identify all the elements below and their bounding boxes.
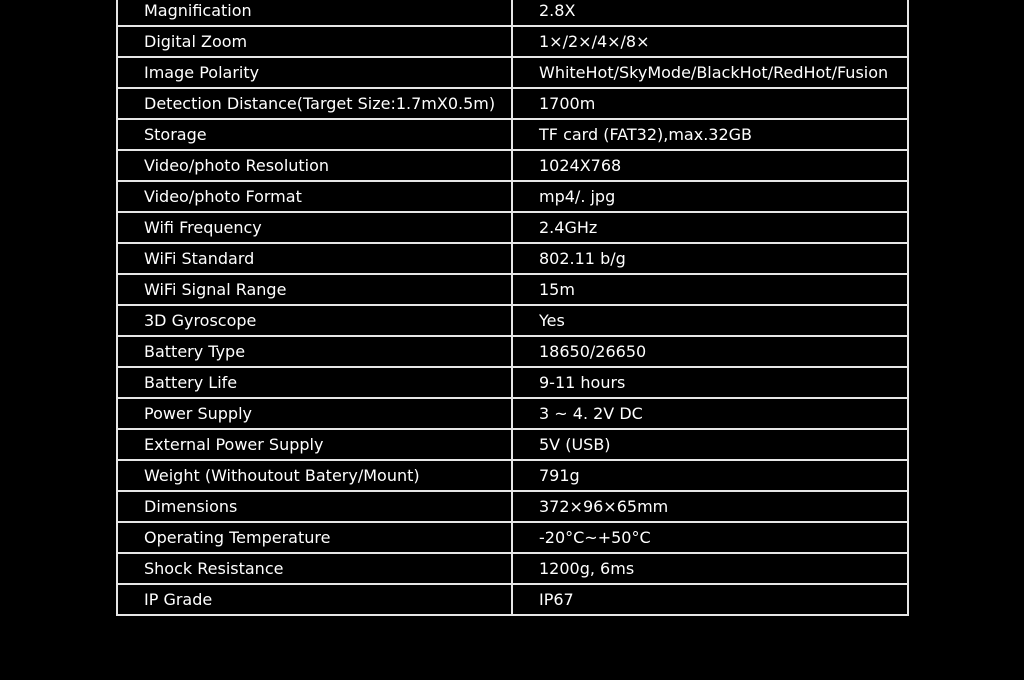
spec-label: Detection Distance(Target Size:1.7mX0.5m) <box>117 88 512 119</box>
spec-value: -20°C~+50°C <box>512 522 908 553</box>
spec-value: 791g <box>512 460 908 491</box>
table-row <box>117 274 908 305</box>
table-row <box>117 150 908 181</box>
spec-value: 9-11 hours <box>512 367 908 398</box>
spec-value: 15m <box>512 274 908 305</box>
spec-label: Image Polarity <box>117 57 512 88</box>
spec-value: 2.4GHz <box>512 212 908 243</box>
table-row <box>117 336 908 367</box>
table-row <box>117 0 908 26</box>
table-row <box>117 181 908 212</box>
spec-value: TF card (FAT32),max.32GB <box>512 119 908 150</box>
spec-value: 2.8X <box>512 0 908 26</box>
spec-label: Magnification <box>117 0 512 26</box>
spec-label: WiFi Standard <box>117 243 512 274</box>
spec-label: 3D Gyroscope <box>117 305 512 336</box>
spec-label: Dimensions <box>117 491 512 522</box>
spec-label: External Power Supply <box>117 429 512 460</box>
spec-value: 18650/26650 <box>512 336 908 367</box>
table-row <box>117 522 908 553</box>
spec-label: IP Grade <box>117 584 512 615</box>
spec-label: Shock Resistance <box>117 553 512 584</box>
spec-value: 1700m <box>512 88 908 119</box>
spec-label: Storage <box>117 119 512 150</box>
spec-value: IP67 <box>512 584 908 615</box>
spec-label: Operating Temperature <box>117 522 512 553</box>
spec-label: Video/photo Resolution <box>117 150 512 181</box>
spec-label: Wifi Frequency <box>117 212 512 243</box>
table-row <box>117 305 908 336</box>
spec-value: 5V (USB) <box>512 429 908 460</box>
table-row <box>117 429 908 460</box>
table-row <box>117 491 908 522</box>
spec-value: 1024X768 <box>512 150 908 181</box>
table-row <box>117 57 908 88</box>
table-row <box>117 119 908 150</box>
spec-value: WhiteHot/SkyMode/BlackHot/RedHot/Fusion <box>512 57 908 88</box>
spec-value: Yes <box>512 305 908 336</box>
spec-table-body <box>117 0 908 615</box>
table-row <box>117 367 908 398</box>
table-row <box>117 88 908 119</box>
spec-value: 3 ~ 4. 2V DC <box>512 398 908 429</box>
table-row <box>117 26 908 57</box>
spec-label: Digital Zoom <box>117 26 512 57</box>
spec-value: mp4/. jpg <box>512 181 908 212</box>
table-row <box>117 584 908 615</box>
table-row <box>117 553 908 584</box>
spec-label: Weight (Withoutout Batery/Mount) <box>117 460 512 491</box>
spec-value: 1200g, 6ms <box>512 553 908 584</box>
table-row <box>117 460 908 491</box>
spec-label: Battery Life <box>117 367 512 398</box>
spec-label: Power Supply <box>117 398 512 429</box>
spec-value: 1×/2×/4×/8× <box>512 26 908 57</box>
spec-value: 372×96×65mm <box>512 491 908 522</box>
spec-label: Video/photo Format <box>117 181 512 212</box>
table-row <box>117 243 908 274</box>
spec-label: Battery Type <box>117 336 512 367</box>
spec-table <box>116 0 909 616</box>
spec-label: WiFi Signal Range <box>117 274 512 305</box>
table-row <box>117 212 908 243</box>
spec-value: 802.11 b/g <box>512 243 908 274</box>
table-row <box>117 398 908 429</box>
